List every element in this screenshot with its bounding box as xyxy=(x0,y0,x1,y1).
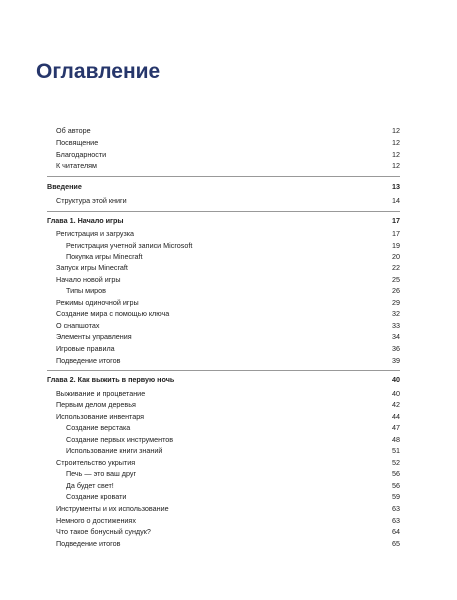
toc-entry-page: 14 xyxy=(392,196,400,205)
toc-entry-page: 63 xyxy=(392,516,400,525)
toc-entry-world-types[interactable] xyxy=(66,285,400,297)
toc-entry-label: Что такое бонусный сундук? xyxy=(56,527,151,536)
toc-entry-label: Глава 1. Начало игры xyxy=(47,216,124,225)
section-divider xyxy=(47,370,400,371)
toc-entry-label: О снапшотах xyxy=(56,321,100,330)
toc-entry-page: 56 xyxy=(392,469,400,478)
dot-leader xyxy=(123,538,388,550)
toc-entry-label: Структура этой книги xyxy=(56,196,127,205)
toc-entry-page: 59 xyxy=(392,492,400,501)
toc-entry-label: Да будет свет! xyxy=(66,481,114,490)
toc-entry-page: 12 xyxy=(392,138,400,147)
toc-entry-page: 12 xyxy=(392,126,400,135)
toc-entry-page: 12 xyxy=(392,161,400,170)
toc-entry-label: Элементы управления xyxy=(56,332,132,341)
toc-entry-world-from-seed[interactable] xyxy=(56,308,400,320)
toc-entry-label: Покупка игры Minecraft xyxy=(66,252,143,261)
toc-entry-page: 64 xyxy=(392,527,400,536)
dot-leader xyxy=(139,399,388,411)
toc-entry-label: Создание мира с помощью ключа xyxy=(56,309,170,318)
toc-entry-book-structure[interactable] xyxy=(56,195,400,207)
toc-entry-page: 34 xyxy=(392,332,400,341)
toc-entry-page: 36 xyxy=(392,344,400,353)
toc-entry-label: Немного о достижениях xyxy=(56,516,136,525)
toc-entry-page: 48 xyxy=(392,435,400,444)
toc-entry-label: Использование книги знаний xyxy=(66,446,163,455)
dot-leader xyxy=(172,503,388,515)
dot-leader xyxy=(177,374,388,386)
toc-entry-controls[interactable] xyxy=(56,331,400,343)
toc-entry-page: 19 xyxy=(392,241,400,250)
dot-leader xyxy=(100,160,388,172)
toc-entry-page: 32 xyxy=(392,309,400,318)
toc-entry-page: 47 xyxy=(392,423,400,432)
toc-entry-label: Выживание и процветание xyxy=(56,389,146,398)
toc-entry-label: Создание верстака xyxy=(66,423,131,432)
dot-leader xyxy=(101,137,388,149)
toc-entry-label: Строительство укрытия xyxy=(56,458,136,467)
toc-entry-page: 17 xyxy=(392,216,400,225)
toc-entry-page: 17 xyxy=(392,229,400,238)
toc-entry-label: Печь — это ваш друг xyxy=(66,469,137,478)
toc-entry-introduction[interactable] xyxy=(47,181,400,193)
toc-entry-label: Типы миров xyxy=(66,286,106,295)
toc-entry-label: Об авторе xyxy=(56,126,91,135)
toc-entry-chapter-1[interactable] xyxy=(47,215,400,227)
toc-entry-furnace[interactable] xyxy=(66,468,400,480)
toc-entry-game-rules[interactable] xyxy=(56,343,400,355)
toc-entry-recipe-book[interactable] xyxy=(66,445,400,457)
toc-entry-page: 56 xyxy=(392,481,400,490)
toc-entry-crafting-table[interactable] xyxy=(66,422,400,434)
toc-entry-page: 44 xyxy=(392,412,400,421)
toc-entry-page: 13 xyxy=(392,182,400,191)
dot-leader xyxy=(133,422,388,434)
toc-entry-label: Использование инвентаря xyxy=(56,412,145,421)
dot-leader xyxy=(154,526,388,538)
toc-entry-chapter-2[interactable] xyxy=(47,374,400,386)
page-title: Оглавление xyxy=(36,60,161,83)
toc-entry-label: Подведение итогов xyxy=(56,356,121,365)
section-divider xyxy=(47,176,400,177)
dot-leader xyxy=(85,181,388,193)
toc-entry-page: 22 xyxy=(392,263,400,272)
toc-entry-launch-minecraft[interactable] xyxy=(56,262,400,274)
dot-leader xyxy=(129,491,388,503)
toc-entry-page: 39 xyxy=(392,356,400,365)
toc-entry-page: 40 xyxy=(392,375,400,384)
dot-leader xyxy=(118,343,388,355)
toc-entry-page: 52 xyxy=(392,458,400,467)
toc-entry-page: 40 xyxy=(392,389,400,398)
toc-entry-label: Регистрация и загрузка xyxy=(56,229,135,238)
toc-entry-summary-2[interactable] xyxy=(56,538,400,550)
toc-entry-label: Игровые правила xyxy=(56,344,115,353)
toc-entry-page: 25 xyxy=(392,275,400,284)
toc-entry-bonus-chest[interactable] xyxy=(56,526,400,538)
toc-entry-page: 12 xyxy=(392,150,400,159)
toc-entry-page: 63 xyxy=(392,504,400,513)
dot-leader xyxy=(135,331,388,343)
toc-entry-page: 29 xyxy=(392,298,400,307)
toc-entry-label: Регистрация учетной записи Microsoft xyxy=(66,241,193,250)
toc-entry-label: Создание кровати xyxy=(66,492,127,501)
toc-entry-label: Начало новой игры xyxy=(56,275,121,284)
dot-leader xyxy=(165,445,388,457)
toc-entry-page: 51 xyxy=(392,446,400,455)
toc-entry-label: Инструменты и их использование xyxy=(56,504,169,513)
toc-entry-summary-1[interactable] xyxy=(56,355,400,367)
dot-leader xyxy=(131,262,388,274)
toc-entry-dedication[interactable] xyxy=(56,137,400,149)
toc-entry-label: Подведение итогов xyxy=(56,539,121,548)
toc-entry-trees-first[interactable] xyxy=(56,399,400,411)
toc-entry-page: 26 xyxy=(392,286,400,295)
toc-entry-label: Режимы одиночной игры xyxy=(56,298,139,307)
dot-leader xyxy=(139,468,388,480)
toc-entry-label: Благодарности xyxy=(56,150,107,159)
toc-entry-label: Запуск игры Minecraft xyxy=(56,263,128,272)
dot-leader xyxy=(127,215,388,227)
toc-entry-registration[interactable] xyxy=(56,228,400,240)
toc-entry-label: К читателям xyxy=(56,161,97,170)
toc-entry-label: Посвящение xyxy=(56,138,99,147)
toc-entry-label: Создание первых инструментов xyxy=(66,435,174,444)
section-divider xyxy=(47,211,400,212)
toc-entry-bed[interactable] xyxy=(66,491,400,503)
dot-leader xyxy=(123,355,388,367)
toc-entry-label: Введение xyxy=(47,182,82,191)
toc-entry-page: 20 xyxy=(392,252,400,261)
dot-leader xyxy=(94,125,388,137)
dot-leader xyxy=(137,228,388,240)
dot-leader xyxy=(130,195,388,207)
toc-entry-label: Глава 2. Как выжить в первую ночь xyxy=(47,375,175,384)
toc-entry-label: Первым делом деревья xyxy=(56,400,136,409)
toc-entry-page: 33 xyxy=(392,321,400,330)
toc-entry-page: 65 xyxy=(392,539,400,548)
dot-leader xyxy=(109,285,388,297)
toc-entry-about-author[interactable] xyxy=(56,125,400,137)
toc-entry-page: 42 xyxy=(392,400,400,409)
toc-entry-to-readers[interactable] xyxy=(56,160,400,172)
toc-entry-tools-usage[interactable] xyxy=(56,503,400,515)
dot-leader xyxy=(172,308,388,320)
